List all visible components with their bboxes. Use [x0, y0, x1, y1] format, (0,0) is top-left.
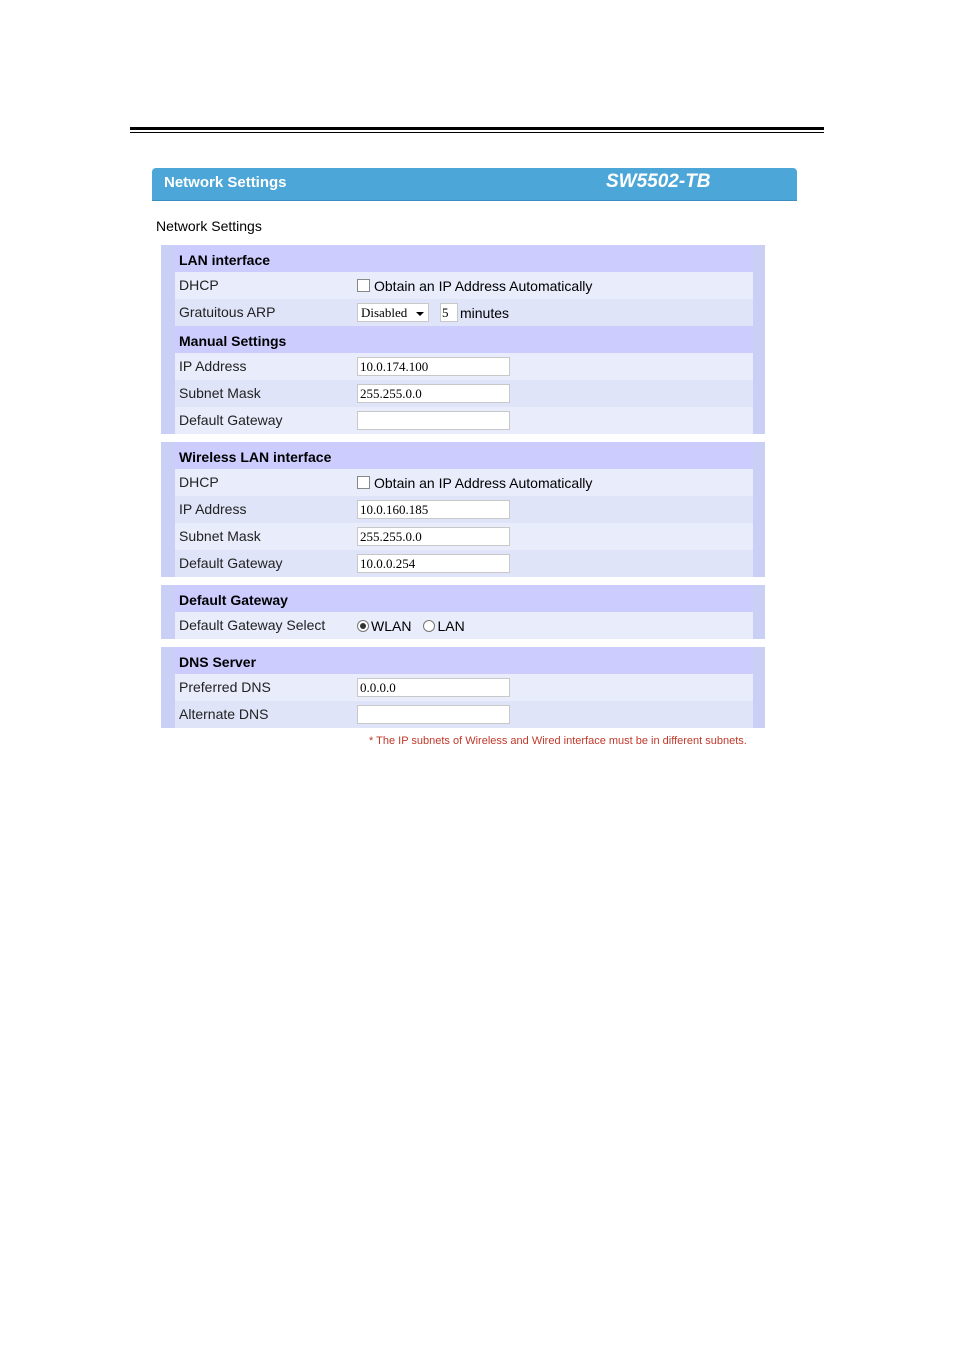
wlan-dhcp-checkbox[interactable]: [357, 476, 370, 489]
manual-ip-input[interactable]: 10.0.174.100: [357, 357, 510, 376]
arp-select[interactable]: [357, 303, 429, 322]
dns-header: DNS Server: [161, 647, 765, 674]
dns-alt-label: Alternate DNS: [179, 706, 269, 722]
wlan-ip-label: IP Address: [179, 501, 247, 517]
gateway-wlan-label: WLAN: [371, 617, 412, 634]
dns-pref-label: Preferred DNS: [179, 679, 271, 695]
wlan-gw-input[interactable]: 10.0.0.254: [357, 554, 510, 573]
dns-alt-row: [161, 701, 765, 728]
top-rule: [130, 127, 824, 130]
manual-gw-input[interactable]: [357, 411, 510, 430]
manual-ip-label: IP Address: [179, 358, 247, 374]
gateway-select-label: Default Gateway Select: [179, 617, 326, 633]
banner-model: SW5502-TB: [606, 171, 711, 192]
chevron-down-icon: [416, 312, 424, 316]
wlan-dhcp-option-label: Obtain an IP Address Automatically: [374, 474, 593, 491]
wlan-ip-row: [161, 496, 765, 523]
manual-mask-label: Subnet Mask: [179, 385, 261, 401]
manual-gw-row: [161, 407, 765, 434]
manual-mask-row: [161, 380, 765, 407]
arp-unit-label: minutes: [460, 304, 510, 321]
manual-header: Manual Settings: [161, 326, 765, 353]
subnet-note: * The IP subnets of Wireless and Wired interface must be in different subnets.: [369, 735, 747, 747]
wlan-gw-row: [161, 550, 765, 577]
lan-dhcp-option-label: Obtain an IP Address Automatically: [374, 277, 593, 294]
top-rule-thin: [130, 132, 824, 133]
dns-pref-input[interactable]: 0.0.0.0: [357, 678, 510, 697]
wlan-header: Wireless LAN interface: [161, 442, 765, 469]
arp-minutes-input[interactable]: 5: [440, 303, 458, 322]
wlan-dhcp-row: [161, 469, 765, 496]
arp-label: Gratuitous ARP: [179, 304, 276, 320]
dns-alt-input[interactable]: [357, 705, 510, 724]
lan-dhcp-checkbox[interactable]: [357, 279, 370, 292]
lan-header: LAN interface: [161, 245, 765, 272]
gateway-wlan-radio[interactable]: [357, 620, 369, 632]
gateway-select-row: [161, 612, 765, 639]
manual-gw-label: Default Gateway: [179, 412, 283, 428]
wlan-mask-row: [161, 523, 765, 550]
lan-dhcp-row: [161, 272, 765, 299]
lan-dhcp-label: DHCP: [179, 277, 219, 293]
arp-select-value: Disabled: [361, 305, 408, 320]
lan-arp-row: [161, 299, 765, 326]
dns-pref-row: [161, 674, 765, 701]
banner: [152, 168, 797, 201]
wlan-dhcp-label: DHCP: [179, 474, 219, 490]
page-title: Network Settings: [156, 218, 262, 234]
gateway-header: Default Gateway: [161, 585, 765, 612]
wlan-ip-input[interactable]: 10.0.160.185: [357, 500, 510, 519]
gateway-lan-label: LAN: [437, 617, 465, 634]
manual-ip-row: [161, 353, 765, 380]
gateway-lan-radio[interactable]: [423, 620, 435, 632]
wlan-mask-input[interactable]: 255.255.0.0: [357, 527, 510, 546]
wlan-mask-label: Subnet Mask: [179, 528, 261, 544]
wlan-gw-label: Default Gateway: [179, 555, 283, 571]
manual-mask-input[interactable]: 255.255.0.0: [357, 384, 510, 403]
banner-title: Network Settings: [164, 174, 287, 191]
network-settings-panel: [161, 245, 765, 728]
